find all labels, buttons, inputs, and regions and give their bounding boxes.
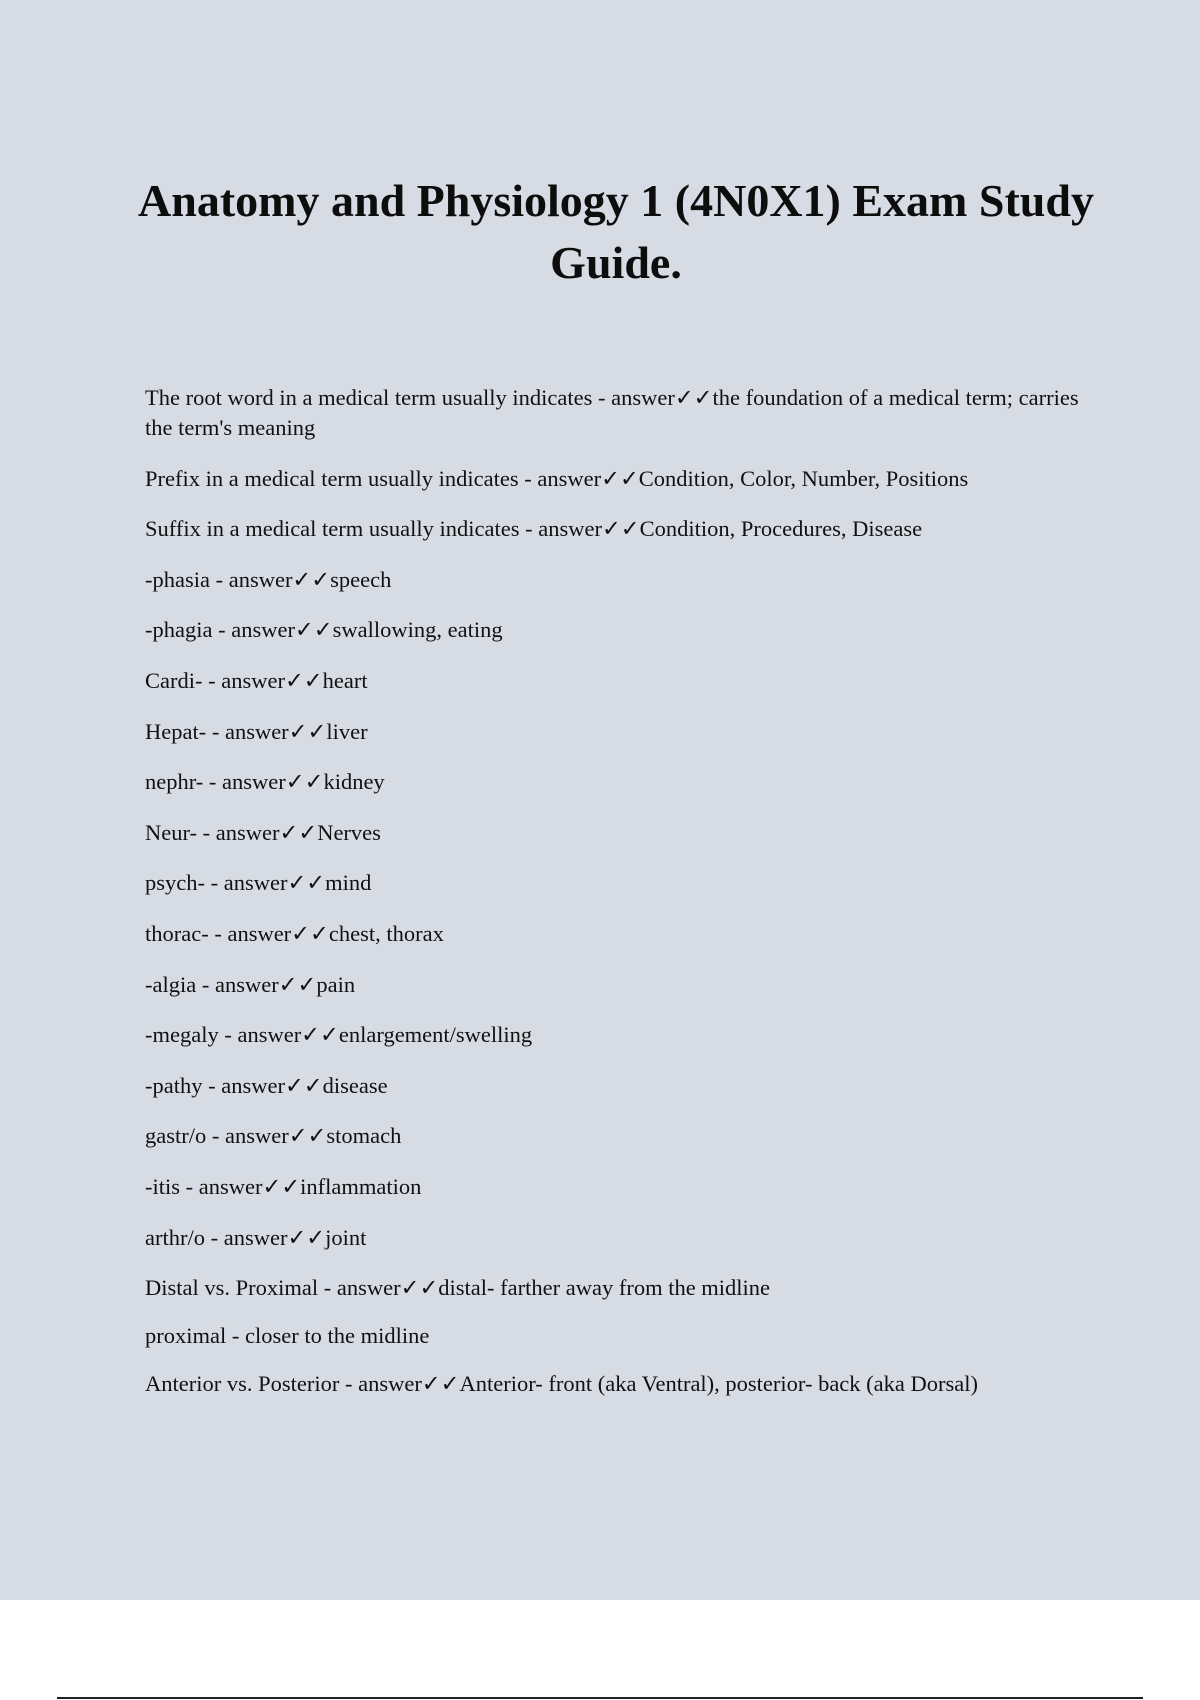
list-item: Cardi- - answer✓✓heart (145, 667, 368, 693)
list-item: Neur- - answer✓✓Nerves (145, 819, 381, 845)
list-item: Distal vs. Proximal - answer✓✓distal- farther away from the midline (145, 1275, 771, 1301)
list-item: gastr/o - answer✓✓stomach (145, 1123, 402, 1149)
list-item: Hepat- - answer✓✓liver (145, 718, 368, 744)
document-title: Anatomy and Physiology 1 (4N0X1) Exam Study Guide. (138, 175, 1094, 288)
list-item: The root word in a medical term usually indicates - answer✓✓the foundation of a medical term; carries the term's meaning (145, 385, 1079, 440)
list-item: -megaly - answer✓✓enlargement/swelling (145, 1022, 533, 1048)
list-item: -algia - answer✓✓pain (145, 971, 356, 997)
list-item: nephr- - answer✓✓kidney (145, 769, 385, 795)
list-item: Suffix in a medical term usually indicates - answer✓✓Condition, Procedures, Disease (145, 516, 923, 542)
list-item: -itis - answer✓✓inflammation (145, 1173, 422, 1199)
list-item: Anterior vs. Posterior - answer✓✓Anterior- front (aka Ventral), posterior- back (aka Dorsal) (145, 1371, 978, 1397)
list-item: -phasia - answer✓✓speech (145, 566, 392, 592)
list-item: Prefix in a medical term usually indicates - answer✓✓Condition, Color, Number, Positions (145, 465, 969, 491)
study-guide-list (145, 383, 1085, 1420)
list-item: -phagia - answer✓✓swallowing, eating (145, 617, 503, 643)
list-item: psych- - answer✓✓mind (145, 870, 372, 896)
list-item: proximal - closer to the midline (145, 1323, 430, 1349)
list-item: thorac- - answer✓✓chest, thorax (145, 920, 444, 946)
list-item: arthr/o - answer✓✓joint (145, 1224, 367, 1250)
footer-divider (57, 1697, 1143, 1699)
list-item: -pathy - answer✓✓disease (145, 1072, 388, 1098)
